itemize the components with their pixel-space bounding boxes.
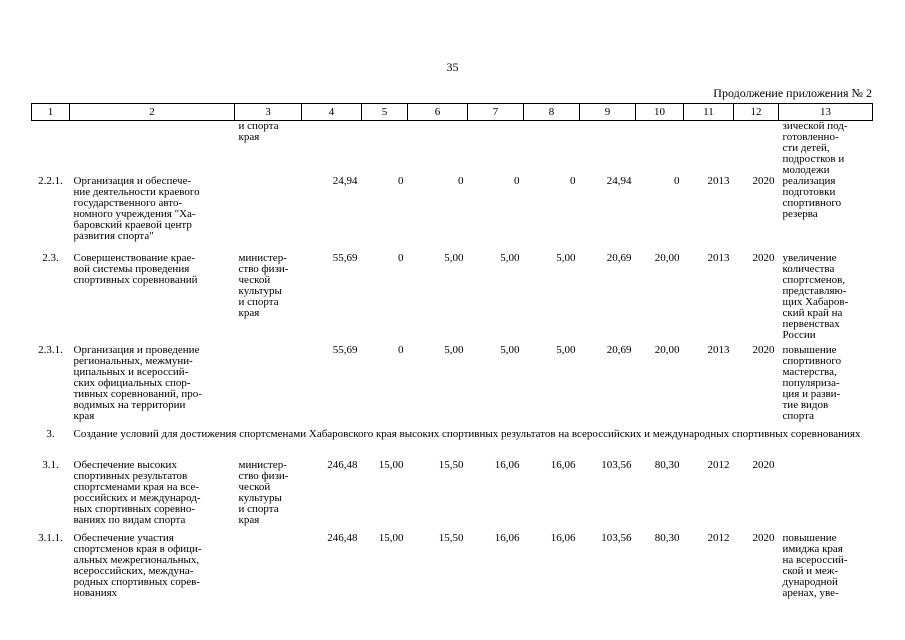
row-value: 5,00 [556, 344, 576, 356]
row-value: 15,00 [378, 532, 404, 544]
row-result: увеличение количества спортсменов, представляю- щих Хабаров- ский край на первенствах России [782, 252, 849, 341]
row-value: 103,56 [601, 459, 632, 471]
row-description: Организация и обеспече- ние деятельности краевого государственного авто- номного учреждения "Ха- баровский краевой центр развития спорта" [73, 175, 200, 242]
row-value [362, 121, 408, 177]
section-row [32, 429, 873, 460]
row-responsible: и спорта края [238, 120, 279, 143]
row-end-year: 2020 [752, 344, 775, 356]
row-total: 246,48 [327, 459, 358, 471]
row-description [70, 121, 235, 177]
row-code: 2.3. [42, 252, 59, 264]
row-value: 0 [398, 175, 404, 187]
column-header: 11 [684, 104, 734, 121]
row-responsible [235, 345, 302, 429]
row-value: 80,30 [654, 532, 680, 544]
row-total: 55,69 [332, 344, 358, 356]
row-start-year [684, 121, 734, 177]
table-row [32, 460, 873, 533]
row-value: 80,30 [654, 459, 680, 471]
row-value: 0 [398, 252, 404, 264]
table-row [32, 176, 873, 253]
column-header: 6 [408, 104, 468, 121]
row-value: 0 [458, 175, 464, 187]
column-header: 5 [362, 104, 408, 121]
row-value [468, 121, 524, 177]
row-value: 16,06 [494, 459, 520, 471]
row-value: 5,00 [444, 344, 464, 356]
row-value: 5,00 [444, 252, 464, 264]
section-code: 3. [46, 428, 55, 440]
row-description: Обеспечение высоких спортивных результатов спортсменами края на все- российских и международ- ных спортивных соревно- ваниях по видам спорта [73, 459, 201, 526]
row-start-year: 2013 [707, 175, 730, 187]
row-code [32, 121, 70, 177]
row-value: 15,50 [438, 459, 464, 471]
table-row [32, 121, 873, 177]
row-result: реализация подготовки спортивного резерва [782, 175, 842, 220]
row-value [524, 121, 580, 177]
column-header: 12 [734, 104, 779, 121]
row-value: 20,00 [654, 344, 680, 356]
row-value: 5,00 [500, 344, 520, 356]
row-total: 24,94 [332, 175, 358, 187]
row-total: 246,48 [327, 532, 358, 544]
row-end-year: 2020 [752, 532, 775, 544]
column-header: 8 [524, 104, 580, 121]
row-total [302, 121, 362, 177]
row-description: Обеспечение участия спортсменов края в офици- альных межрегиональных, всероссийских, междуна- родных спортивных сорев- нованиях [73, 532, 202, 599]
row-total: 55,69 [332, 252, 358, 264]
row-start-year: 2013 [707, 344, 730, 356]
row-value: 0 [570, 175, 576, 187]
row-end-year [734, 121, 779, 177]
row-value: 5,00 [500, 252, 520, 264]
row-description: Совершенствование крае- вой системы проведения спортивных соревнований [73, 252, 198, 286]
row-start-year: 2012 [707, 459, 730, 471]
row-value [636, 121, 684, 177]
table-row [32, 253, 873, 345]
appendix-continuation: Продолжение приложения № 2 [713, 86, 872, 100]
row-value [580, 121, 636, 177]
row-result: повышение имиджа края на всероссий- ской и меж- дународной аренах, уве- [782, 532, 848, 599]
column-header: 9 [580, 104, 636, 121]
row-value: 16,06 [550, 532, 576, 544]
row-value [408, 121, 468, 177]
row-code: 2.3.1. [38, 344, 63, 356]
row-result [779, 460, 873, 533]
row-responsible: министер- ство физи- ческой культуры и спорта края [238, 252, 289, 319]
column-header: 10 [636, 104, 684, 121]
row-start-year: 2013 [707, 252, 730, 264]
row-responsible [235, 533, 302, 601]
column-header: 2 [70, 104, 235, 121]
row-value: 0 [674, 175, 680, 187]
row-value: 16,06 [494, 532, 520, 544]
table-row [32, 533, 873, 601]
table-header-row [32, 104, 873, 121]
row-value: 15,00 [378, 459, 404, 471]
row-end-year: 2020 [752, 459, 775, 471]
row-description: Организация и проведение региональных, межмуни- ципальных и всероссий- ских официальных спор- тивных соревнований, про- водимых на территории края [73, 344, 202, 422]
row-value: 20,69 [606, 344, 632, 356]
table-row [32, 345, 873, 429]
row-result: повышение спортивного мастерства, популяриза- ция и разви- тие видов спорта [782, 344, 842, 422]
column-header: 13 [779, 104, 873, 121]
row-value: 20,00 [654, 252, 680, 264]
row-code: 3.1.1. [38, 532, 63, 544]
row-responsible [235, 176, 302, 253]
row-value: 0 [398, 344, 404, 356]
column-header: 1 [32, 104, 70, 121]
section-title: Создание условий для достижения спортсменами Хабаровского края высоких спортивных результатов на всероссийских и международных спортивных соревнованиях [73, 428, 861, 440]
row-value: 0 [514, 175, 520, 187]
row-end-year: 2020 [752, 252, 775, 264]
row-value: 5,00 [556, 252, 576, 264]
row-value: 24,94 [606, 175, 632, 187]
row-responsible: министер- ство физи- ческой культуры и спорта края [238, 459, 289, 526]
page-number: 35 [446, 60, 459, 74]
row-start-year: 2012 [707, 532, 730, 544]
row-code: 3.1. [42, 459, 59, 471]
row-end-year: 2020 [752, 175, 775, 187]
column-header: 4 [302, 104, 362, 121]
row-value: 103,56 [601, 532, 632, 544]
column-header: 3 [235, 104, 302, 121]
row-value: 20,69 [606, 252, 632, 264]
row-code: 2.2.1. [38, 175, 63, 187]
program-table [31, 103, 873, 601]
row-value: 15,50 [438, 532, 464, 544]
row-value: 16,06 [550, 459, 576, 471]
column-header: 7 [468, 104, 524, 121]
row-result: зической под- готовленно- сти детей, подростков и молодежи [782, 120, 848, 176]
